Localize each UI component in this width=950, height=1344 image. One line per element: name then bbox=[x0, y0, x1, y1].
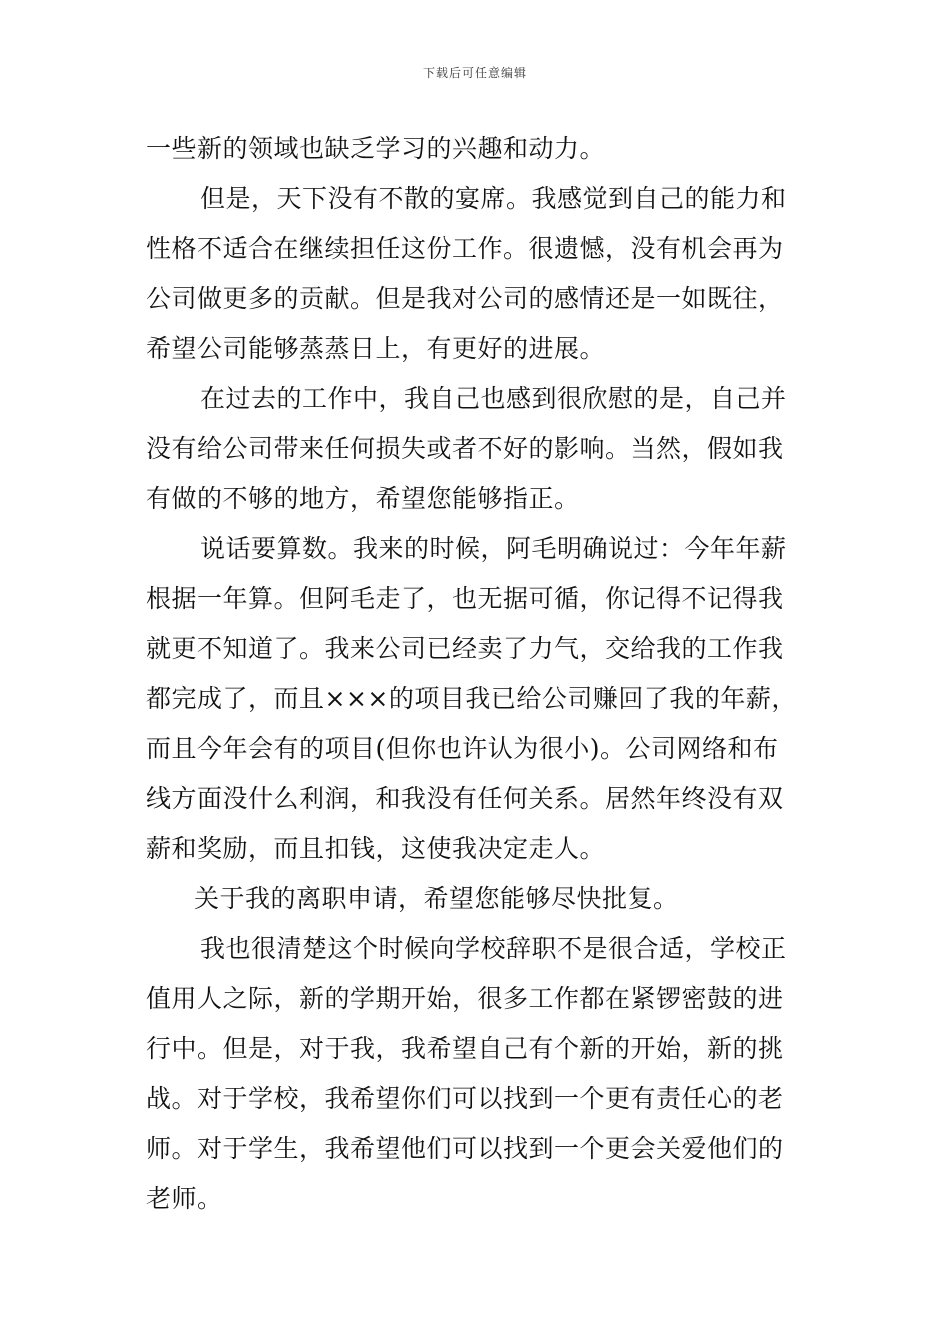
text-line: 根据一年算。但阿毛走了，也无据可循，你记得不记得我 bbox=[146, 584, 784, 613]
text-line: 行中。但是，对于我，我希望自己有个新的开始，新的挑 bbox=[146, 1034, 784, 1063]
paragraph-start-line: 说话要算数。我来的时候，阿毛明确说过：今年年薪 bbox=[200, 534, 787, 563]
text-line: 一些新的领域也缺乏学习的兴趣和动力。 bbox=[146, 134, 606, 163]
text-line: 没有给公司带来任何损失或者不好的影响。当然，假如我 bbox=[146, 434, 784, 463]
page-header-note: 下载后可任意编辑 bbox=[422, 66, 527, 80]
text-line: 公司做更多的贡献。但是我对公司的感情还是一如既往， bbox=[146, 284, 784, 313]
text-line: 都完成了，而且×××的项目我已给公司赚回了我的年薪， bbox=[146, 684, 797, 713]
paragraph-start-line: 但是，天下没有不散的宴席。我感觉到自己的能力和 bbox=[200, 184, 787, 213]
text-line: 薪和奖励，而且扣钱，这使我决定走人。 bbox=[146, 834, 606, 863]
text-line: 有做的不够的地方，希望您能够指正。 bbox=[146, 484, 580, 513]
document-body bbox=[146, 124, 826, 1224]
text-line: 希望公司能够蒸蒸日上，有更好的进展。 bbox=[146, 334, 606, 363]
text-line: 战。对于学校，我希望你们可以找到一个更有责任心的老 bbox=[146, 1084, 784, 1113]
paragraph-start-line: 我也很清楚这个时候向学校辞职不是很合适，学校正 bbox=[200, 934, 787, 963]
paragraph-start-line: 关于我的离职申请，希望您能够尽快批复。 bbox=[194, 884, 679, 913]
text-line: 值用人之际，新的学期开始，很多工作都在紧锣密鼓的进 bbox=[146, 984, 784, 1013]
text-line: 而且今年会有的项目(但你也许认为很小)。公司网络和布 bbox=[146, 734, 779, 763]
text-line: 师。对于学生，我希望他们可以找到一个更会关爱他们的 bbox=[146, 1134, 784, 1163]
text-line: 就更不知道了。我来公司已经卖了力气，交给我的工作我 bbox=[146, 634, 784, 663]
text-line: 老师。 bbox=[146, 1184, 223, 1213]
paragraph-start-line: 在过去的工作中，我自己也感到很欣慰的是，自己并 bbox=[200, 384, 787, 413]
text-line: 性格不适合在继续担任这份工作。很遗憾，没有机会再为 bbox=[146, 234, 784, 263]
text-line: 线方面没什么利润，和我没有任何关系。居然年终没有双 bbox=[146, 784, 784, 813]
